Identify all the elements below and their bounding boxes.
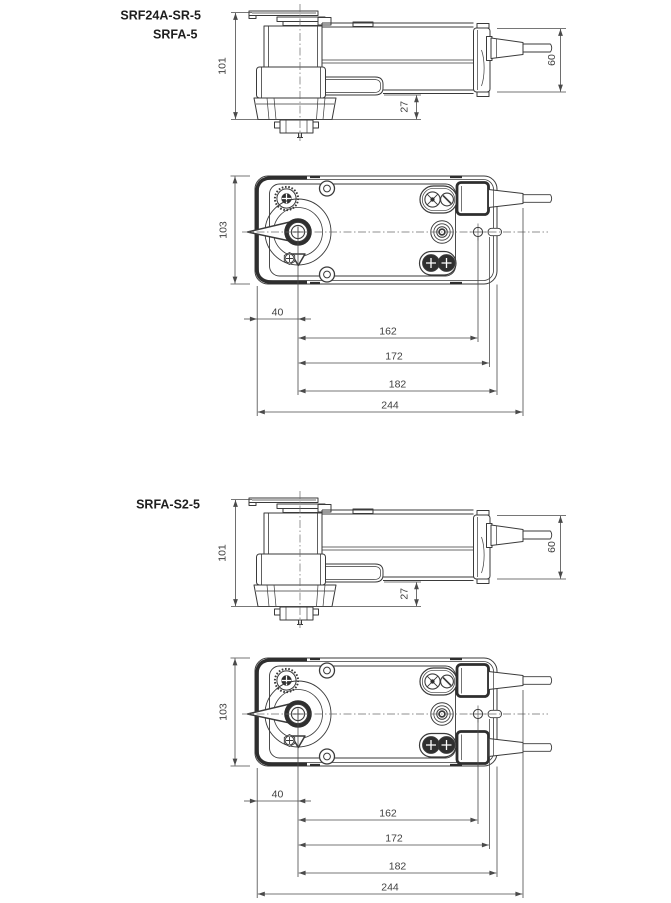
dim-shaft-offset: 40 [271, 306, 284, 319]
cable-gland-bottom [457, 732, 552, 764]
dim-clamp-protrusion: 27 [398, 100, 411, 113]
dim-total-length: 244 [381, 399, 399, 412]
dim-len3: 182 [388, 860, 407, 873]
cable-gland-top [457, 183, 552, 215]
dim-body-height: 60 [546, 541, 558, 553]
dim-len2: 172 [385, 832, 403, 845]
dim-total-height: 101 [216, 544, 229, 562]
side-view [231, 4, 566, 141]
dim-body-width: 103 [217, 703, 230, 721]
cable-gland-top [457, 665, 552, 697]
dim-len2: 172 [385, 350, 403, 363]
dim-total-length: 244 [381, 881, 399, 894]
dim-len1: 162 [379, 325, 397, 338]
dim-len3: 182 [388, 378, 407, 391]
figure-srf24a-sr-5 [120, 4, 566, 416]
figure-srfa-s2-5 [136, 491, 566, 898]
dim-total-height: 101 [216, 57, 229, 75]
model-label-srfa-5: SRFA-5 [153, 27, 198, 42]
dim-len1: 162 [379, 807, 397, 820]
dim-clamp-protrusion: 27 [398, 587, 411, 600]
dim-body-width: 103 [217, 221, 230, 239]
dim-shaft-offset: 40 [271, 788, 284, 801]
model-label-srfa-s2-5: SRFA-S2-5 [136, 497, 200, 512]
model-label-srf24a-sr-5: SRF24A-SR-5 [120, 8, 201, 23]
dim-body-height: 60 [546, 54, 558, 66]
side-view [231, 491, 566, 628]
